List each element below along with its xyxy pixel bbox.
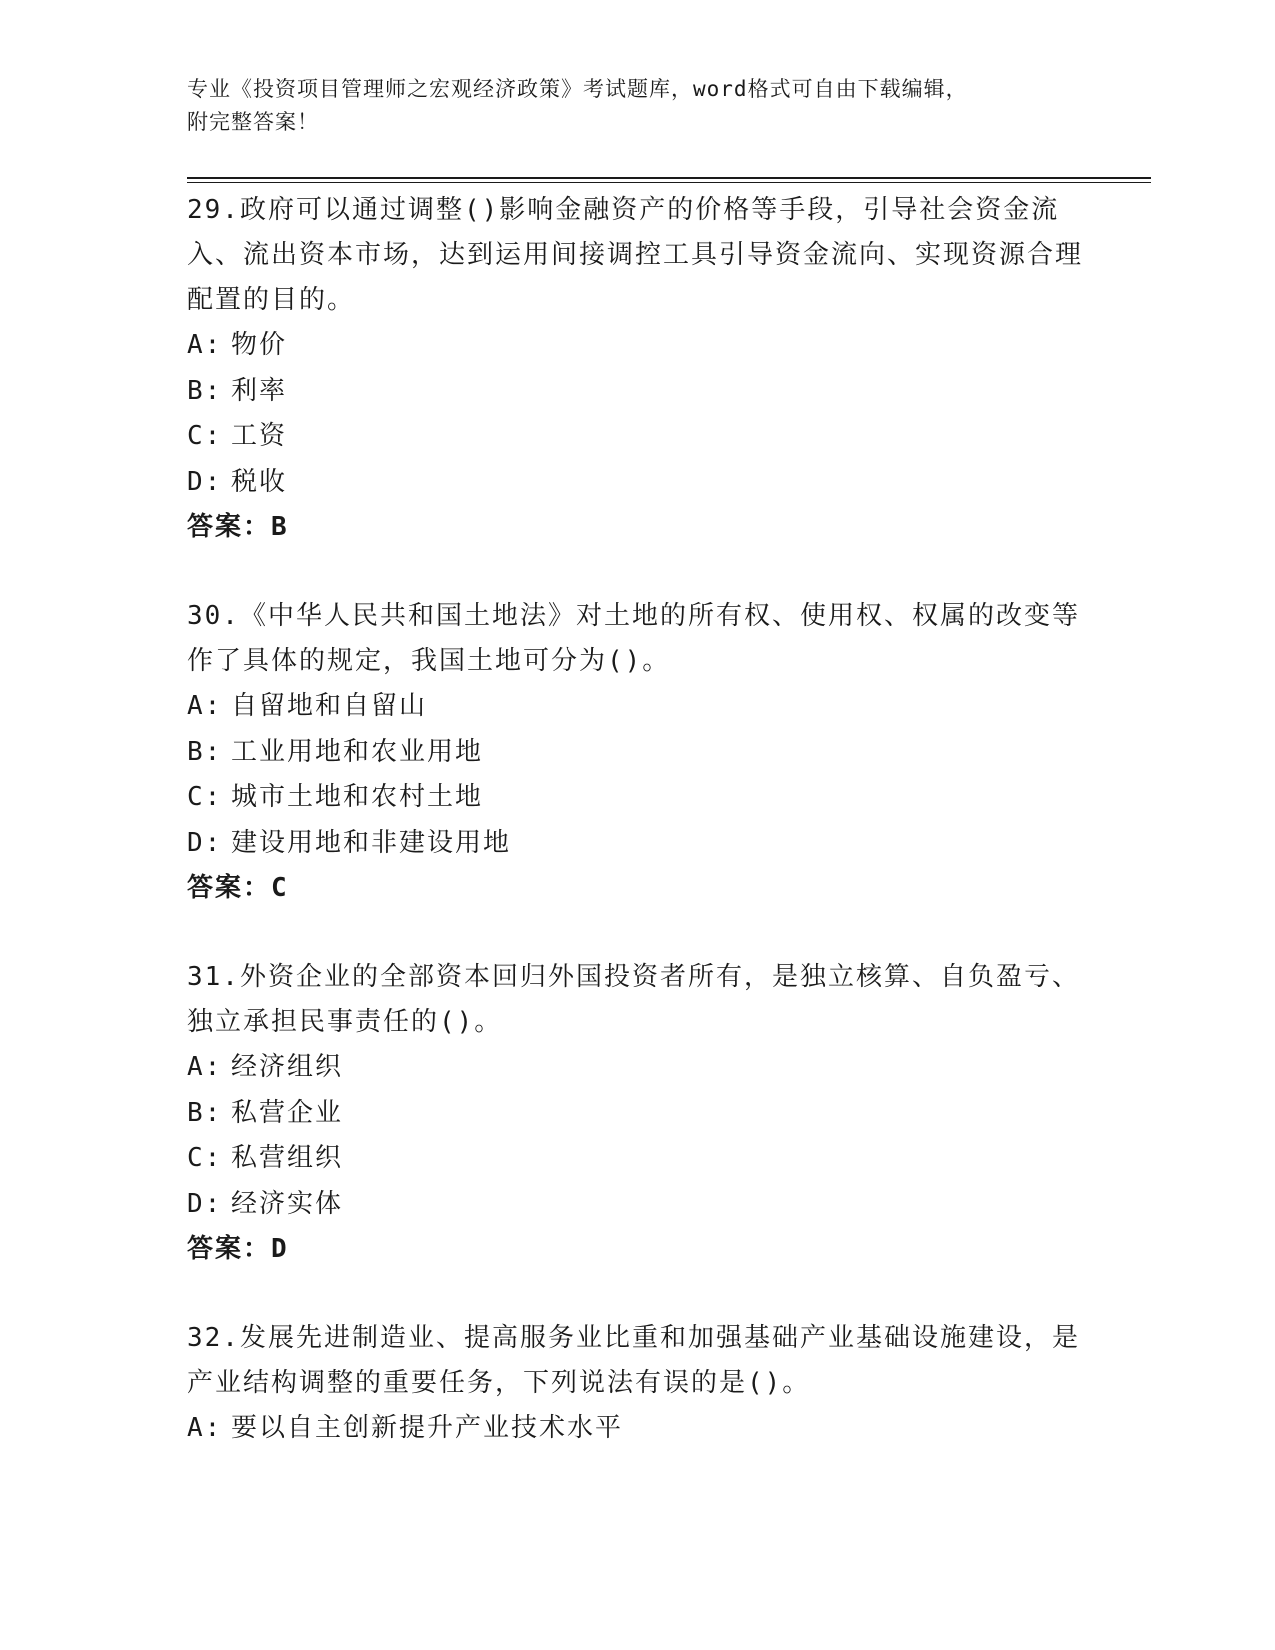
answer-value: B (271, 512, 289, 542)
option-letter: A: (187, 1413, 223, 1443)
question-stem: 31.外资企业的全部资本回归外国投资者所有，是独立核算、自负盈亏、独立承担民事责任的()。 (187, 962, 1080, 1037)
option-letter: C: (187, 782, 223, 812)
option-d (187, 460, 1087, 506)
option-letter: A: (187, 691, 223, 721)
option-text: 私营组织 (231, 1143, 344, 1173)
option-text: 工业用地和农业用地 (231, 736, 484, 767)
option-text: 经济实体 (231, 1188, 344, 1219)
option-letter: A: (187, 330, 223, 360)
option-text: 城市土地和农村土地 (231, 782, 484, 812)
question-30 (187, 594, 1087, 911)
question-29 (187, 188, 1087, 550)
document-header (187, 73, 1067, 139)
answer-value: C (271, 873, 289, 903)
answer-line (187, 1227, 1087, 1272)
question-31 (187, 955, 1087, 1272)
option-c (187, 414, 1087, 460)
option-text: 工资 (231, 421, 288, 451)
option-text: 经济组织 (231, 1052, 344, 1082)
option-a (187, 1045, 1087, 1091)
header-divider (187, 177, 1151, 183)
answer-label: 答案： (187, 1234, 272, 1264)
question-stem: 29.政府可以通过调整()影响金融资产的价格等手段，引导社会资金流入、流出资本市场，达到运用间接调控工具引导资金流向、实现资源合理配置的目的。 (187, 195, 1084, 315)
option-d (187, 821, 1087, 867)
option-text: 私营企业 (231, 1097, 344, 1128)
header-line-2: 附完整答案！ (187, 110, 319, 134)
option-text: 利率 (231, 375, 288, 406)
option-c (187, 1136, 1087, 1182)
option-letter: B: (187, 375, 223, 406)
option-text: 建设用地和非建设用地 (231, 827, 512, 858)
question-stem: 30.《中华人民共和国土地法》对土地的所有权、使用权、权属的改变等作了具体的规定，我国土地可分为()。 (187, 601, 1080, 676)
question-stem: 32.发展先进制造业、提高服务业比重和加强基础产业基础设施建设，是产业结构调整的重要任务，下列说法有误的是()。 (187, 1323, 1080, 1398)
option-letter: A: (187, 1052, 223, 1082)
answer-line (187, 505, 1087, 550)
option-a (187, 684, 1087, 730)
option-letter: D: (187, 1188, 223, 1219)
answer-label: 答案： (187, 873, 272, 903)
option-text: 税收 (231, 466, 288, 497)
option-letter: C: (187, 1143, 223, 1173)
answer-label: 答案： (187, 512, 272, 542)
option-a (187, 323, 1087, 369)
option-text: 自留地和自留山 (231, 691, 428, 721)
option-letter: D: (187, 827, 223, 858)
option-c (187, 775, 1087, 821)
question-32 (187, 1316, 1087, 1452)
option-letter: D: (187, 466, 223, 497)
option-b (187, 369, 1087, 415)
option-b (187, 730, 1087, 776)
option-text: 要以自主创新提升产业技术水平 (231, 1413, 624, 1443)
option-letter: B: (187, 1097, 223, 1128)
answer-value: D (271, 1234, 289, 1264)
option-b (187, 1091, 1087, 1137)
answer-line (187, 866, 1087, 911)
option-text: 物价 (231, 330, 288, 360)
option-letter: C: (187, 421, 223, 451)
option-d (187, 1182, 1087, 1228)
question-list (187, 188, 1087, 1496)
header-line-1: 专业《投资项目管理师之宏观经济政策》考试题库，word格式可自由下载编辑， (187, 77, 968, 101)
option-a (187, 1406, 1087, 1452)
option-letter: B: (187, 736, 223, 767)
